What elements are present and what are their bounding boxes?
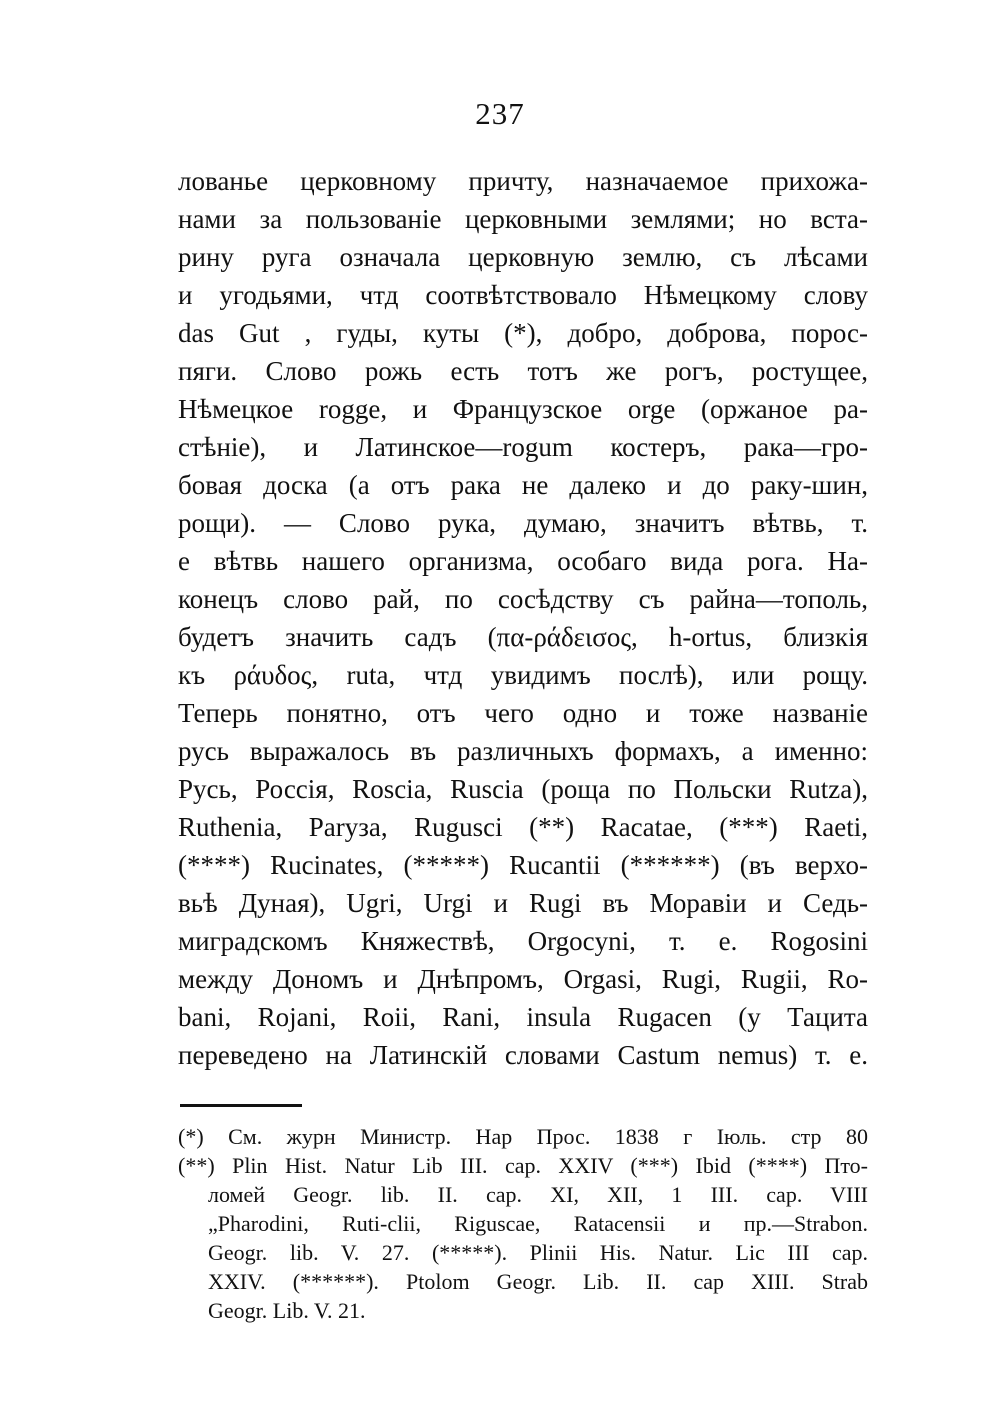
body-line: русь выражалось въ различныхъ формахъ, а именно: [178,736,868,766]
body-line: лованье церковному причту, назначаемое прихожа- [178,166,868,196]
body-line: переведено на Латинскій словами Castum nemus) т. е. [178,1040,868,1070]
footnote-line: XXIV. (******). Ptolom Geogr. Lib. II. cap XIII. Strab [208,1269,868,1294]
body-line: пяги. Слово рожь есть тотъ же рогъ, ростущее, [178,356,868,386]
footnote-line: ломей Geogr. lib. II. cap. XI, XII, 1 III. cap. VIII [208,1182,868,1207]
footnotes [178,1122,868,1325]
body-line: бовая доска (а отъ рака не далеко и до раку-шин, [178,470,868,500]
body-line: и угодьями, чтд соотвѣтствовало Нѣмецкому слову [178,280,868,310]
footnote-divider [180,1104,302,1107]
footnote-line: Geogr. lib. V. 27. (*****). Plinii His. Natur. Lic III cap. [208,1240,868,1265]
body-line: миградскомъ Княжествѣ, Orgocyni, т. е. Rogosini [178,926,868,956]
body-line: das Gut , гуды, куты (*), добро, доброва, порос- [178,318,868,348]
footnote-line: Geogr. Lib. V. 21. [208,1298,366,1323]
body-line: Нѣмецкое rogge, и Французское orge (оржаное ра- [178,394,868,424]
body-line: рощи). — Слово рука, думаю, значитъ вѣтвь, т. [178,508,868,538]
body-line: нами за пользованіе церковными землями; но вста- [178,204,868,234]
body-line: (****) Rucinates, (*****) Rucantii (******) (въ верхо- [178,850,868,880]
body-line: Ruthenia, Paryза, Rugusci (**) Racatae, (***) Raeti, [178,812,868,842]
body-line: между Дономъ и Днѣпромъ, Orgasi, Rugi, Rugii, Ro- [178,964,868,994]
body-line: будетъ значить садъ (πα-ράδεισος, h-ortus, близкія [178,622,868,652]
body-line: конецъ слово рай, по сосѣдству съ райна—тополь, [178,584,868,614]
body-line: вьѣ Дуная), Ugri, Urgi и Rugi въ Моравіи и Седь- [178,888,868,918]
footnote-line: „Pharodini, Ruti-clii, Riguscae, Ratacensii и пр.—Strabon. [208,1211,868,1236]
footnote-line: (**) Plin Hist. Natur Lib III. cap. XXIV (***) Ibid (****) Пто- [178,1153,868,1178]
body-line: е вѣтвь нашего организма, особаго вида рога. На- [178,546,868,576]
body-line: стѣніе), и Латинское—rogum костеръ, рака—гро- [178,432,868,462]
body-line: рину руга означала церковную землю, съ лѣсами [178,242,868,272]
page-number: 237 [475,96,525,131]
body-line: Теперь понятно, отъ чего одно и тоже названіе [178,698,868,728]
body-line: bani, Rojani, Roii, Rani, insula Rugacen (у Тацита [178,1002,868,1032]
footnote-line: (*) См. журн Министр. Нар Прос. 1838 г Іюль. стр 80 [178,1124,868,1149]
body-text [178,162,868,1074]
body-line: къ ράυδος, ruta, чтд увидимъ послѣ), или рощу. [178,660,868,690]
body-line: Русь, Россія, Roscia, Ruscia (роща по Польски Rutza), [178,774,868,804]
